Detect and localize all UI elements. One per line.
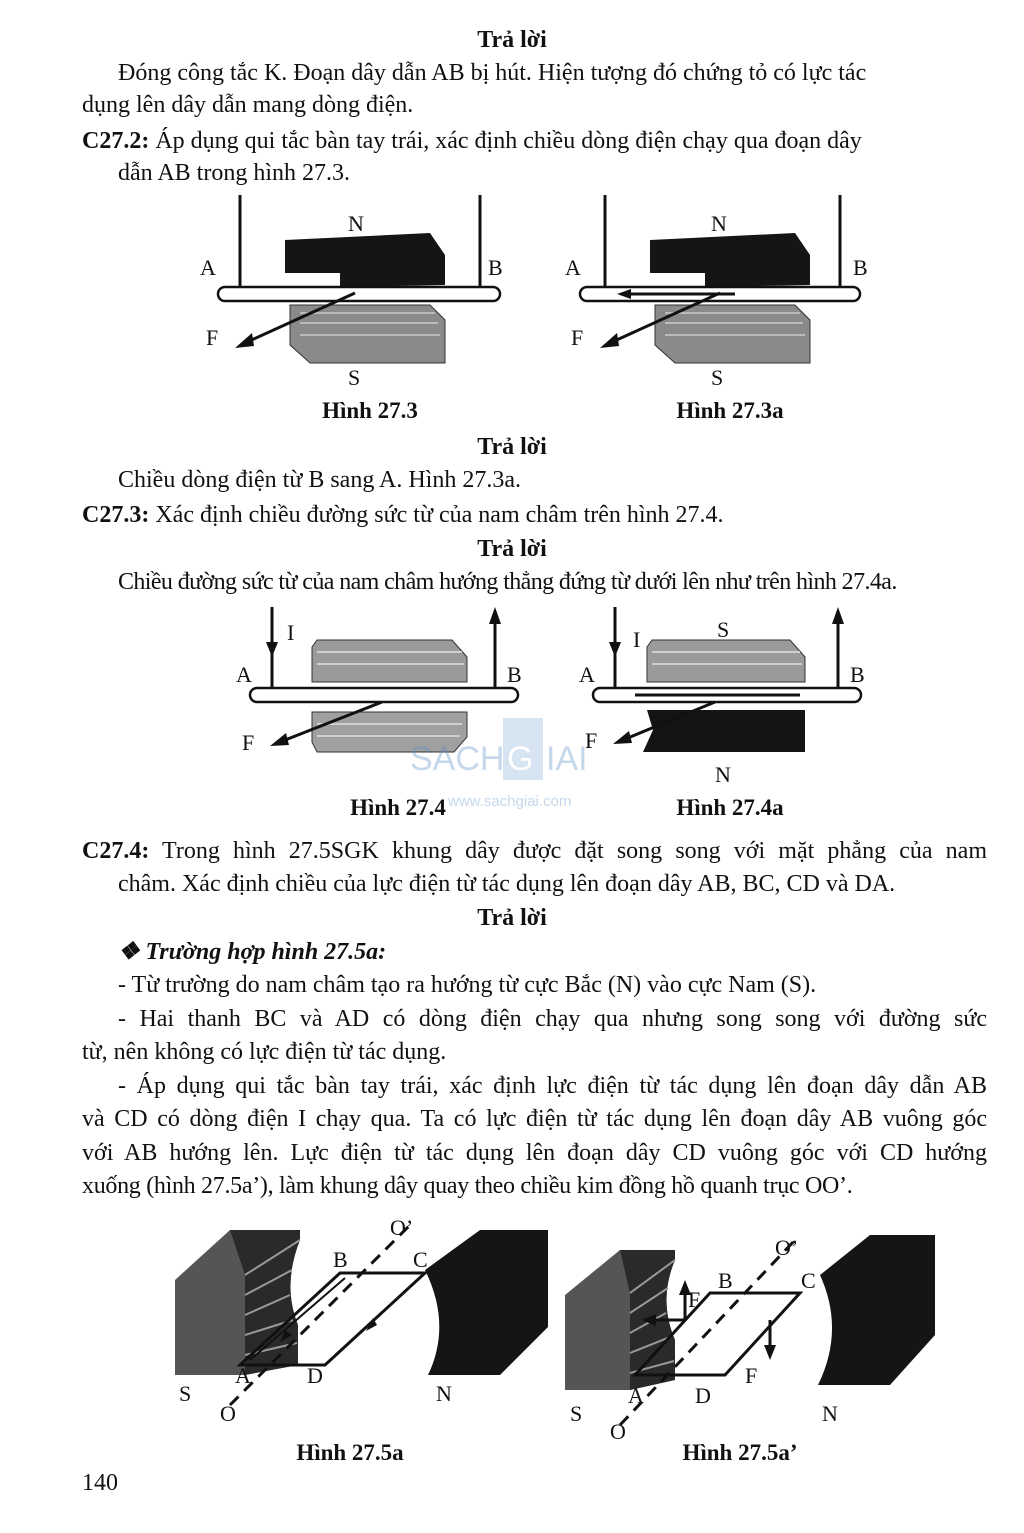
bullet-line: - Từ trường do nam châm tạo ra hướng từ cực Bắc (N) vào cực Nam (S). bbox=[118, 972, 817, 998]
watermark-brand-left: SACH bbox=[410, 740, 505, 778]
caption-27-4: Hình 27.4 bbox=[350, 795, 446, 820]
paragraph-line: dụng lên dây dẫn mang dòng điện. bbox=[82, 92, 414, 118]
label-b: B bbox=[507, 662, 522, 687]
label-b: B bbox=[718, 1268, 733, 1293]
question-text: Áp dụng qui tắc bàn tay trái, xác định chiều dòng điện chạy qua đoạn dây bbox=[149, 128, 862, 154]
label-n: N bbox=[711, 211, 727, 236]
label-b: B bbox=[853, 255, 868, 280]
question-c27-2 bbox=[82, 126, 862, 156]
label-a: A bbox=[236, 662, 252, 687]
bullet-line: - Áp dụng qui tắc bàn tay trái, xác định lực điện từ tác dụng lên đoạn dây dẫn AB bbox=[118, 1073, 987, 1099]
question-c27-3 bbox=[82, 500, 724, 530]
watermark-logo bbox=[408, 718, 628, 818]
answer-heading-3: Trả lời bbox=[477, 536, 547, 562]
question-text: Xác định chiều đường sức từ của nam châm trên hình 27.4. bbox=[149, 502, 724, 528]
figure-27-5a-prime bbox=[560, 1225, 940, 1445]
label-o: O bbox=[610, 1419, 626, 1444]
label-i: I bbox=[633, 627, 641, 652]
label-f: F bbox=[585, 728, 598, 753]
label-o-prime: O’ bbox=[775, 1235, 799, 1260]
question-c27-4 bbox=[82, 836, 987, 866]
label-a: A bbox=[628, 1383, 644, 1408]
label-n: N bbox=[822, 1401, 838, 1426]
figure-27-5a bbox=[170, 1215, 560, 1435]
watermark-brand-right: IAI bbox=[546, 740, 588, 778]
bullet-line: từ, nên không có lực điện từ tác dụng. bbox=[82, 1039, 447, 1065]
label-a: A bbox=[579, 662, 595, 687]
label-s: S bbox=[717, 617, 730, 642]
page-number: 140 bbox=[82, 1470, 118, 1496]
question-label: C27.3: bbox=[82, 502, 150, 528]
watermark-brand-g: G bbox=[507, 740, 534, 778]
caption-27-5a-prime: Hình 27.5a’ bbox=[682, 1440, 798, 1465]
question-text-line: châm. Xác định chiều của lực điện từ tác dụng lên đoạn dây AB, BC, CD và DA. bbox=[118, 871, 896, 897]
watermark-url: www.sachgiai.com bbox=[448, 793, 572, 810]
label-f-top: F bbox=[688, 1287, 701, 1312]
bullet-line: và CD có dòng điện I chạy qua. Ta có lực điện từ tác dụng lên đoạn dây AB vuông góc bbox=[82, 1106, 987, 1132]
label-o-prime: O’ bbox=[390, 1215, 414, 1240]
answer-text: Chiều đường sức từ của nam châm hướng thẳng đứng từ dưới lên như trên hình 27.4a. bbox=[118, 569, 897, 595]
label-a: A bbox=[200, 255, 216, 280]
label-a: A bbox=[235, 1363, 251, 1388]
question-text: Trong hình 27.5SGK khung dây được đặt song song với mặt phẳng của nam bbox=[149, 838, 987, 864]
figure-27-3a bbox=[555, 195, 885, 395]
label-f: F bbox=[242, 730, 255, 755]
label-d: D bbox=[695, 1383, 711, 1408]
label-s: S bbox=[711, 365, 724, 390]
answer-text: Chiều dòng điện từ B sang A. Hình 27.3a. bbox=[118, 467, 521, 493]
label-s: S bbox=[348, 365, 361, 390]
label-o: O bbox=[220, 1401, 236, 1426]
answer-heading-2: Trả lời bbox=[477, 434, 547, 460]
label-a: A bbox=[565, 255, 581, 280]
question-label: C27.2: bbox=[82, 128, 150, 154]
bullet-line: với AB hướng lên. Lực điện từ tác dụng lên đoạn dây CD vuông góc với CD hướng bbox=[82, 1140, 987, 1166]
label-s: S bbox=[570, 1401, 583, 1426]
label-f: F bbox=[206, 325, 219, 350]
paragraph-line: Đóng công tắc K. Đoạn dây dẫn AB bị hút. Hiện tượng đó chứng tỏ có lực tác bbox=[118, 60, 867, 86]
caption-27-3: Hình 27.3 bbox=[322, 398, 418, 423]
answer-heading-4: Trả lời bbox=[477, 905, 547, 931]
caption-27-3a: Hình 27.3a bbox=[676, 398, 784, 423]
label-n: N bbox=[348, 211, 364, 236]
caption-27-4a: Hình 27.4a bbox=[676, 795, 784, 820]
label-b: B bbox=[488, 255, 503, 280]
question-text-line: dẫn AB trong hình 27.3. bbox=[118, 160, 350, 186]
label-s: S bbox=[179, 1381, 192, 1406]
label-c: C bbox=[413, 1247, 428, 1272]
label-b: B bbox=[333, 1247, 348, 1272]
label-f-bottom: F bbox=[745, 1363, 758, 1388]
bullet-line: xuống (hình 27.5a’), làm khung dây quay theo chiều kim đồng hồ quanh trục OO’. bbox=[82, 1173, 853, 1199]
label-b: B bbox=[850, 662, 865, 687]
figure-27-3 bbox=[190, 195, 520, 395]
case-heading: ❖ Trường hợp hình 27.5a: bbox=[118, 939, 387, 965]
bullet-line: - Hai thanh BC và AD có dòng điện chạy qua nhưng song song với đường sức bbox=[118, 1006, 987, 1032]
caption-27-5a: Hình 27.5a bbox=[296, 1440, 404, 1465]
label-f: F bbox=[571, 325, 584, 350]
answer-heading-1: Trả lời bbox=[477, 27, 547, 53]
label-n: N bbox=[715, 762, 731, 787]
label-n: N bbox=[436, 1381, 452, 1406]
label-d: D bbox=[307, 1363, 323, 1388]
label-c: C bbox=[801, 1268, 816, 1293]
label-i: I bbox=[287, 620, 295, 645]
question-label: C27.4: bbox=[82, 838, 150, 864]
